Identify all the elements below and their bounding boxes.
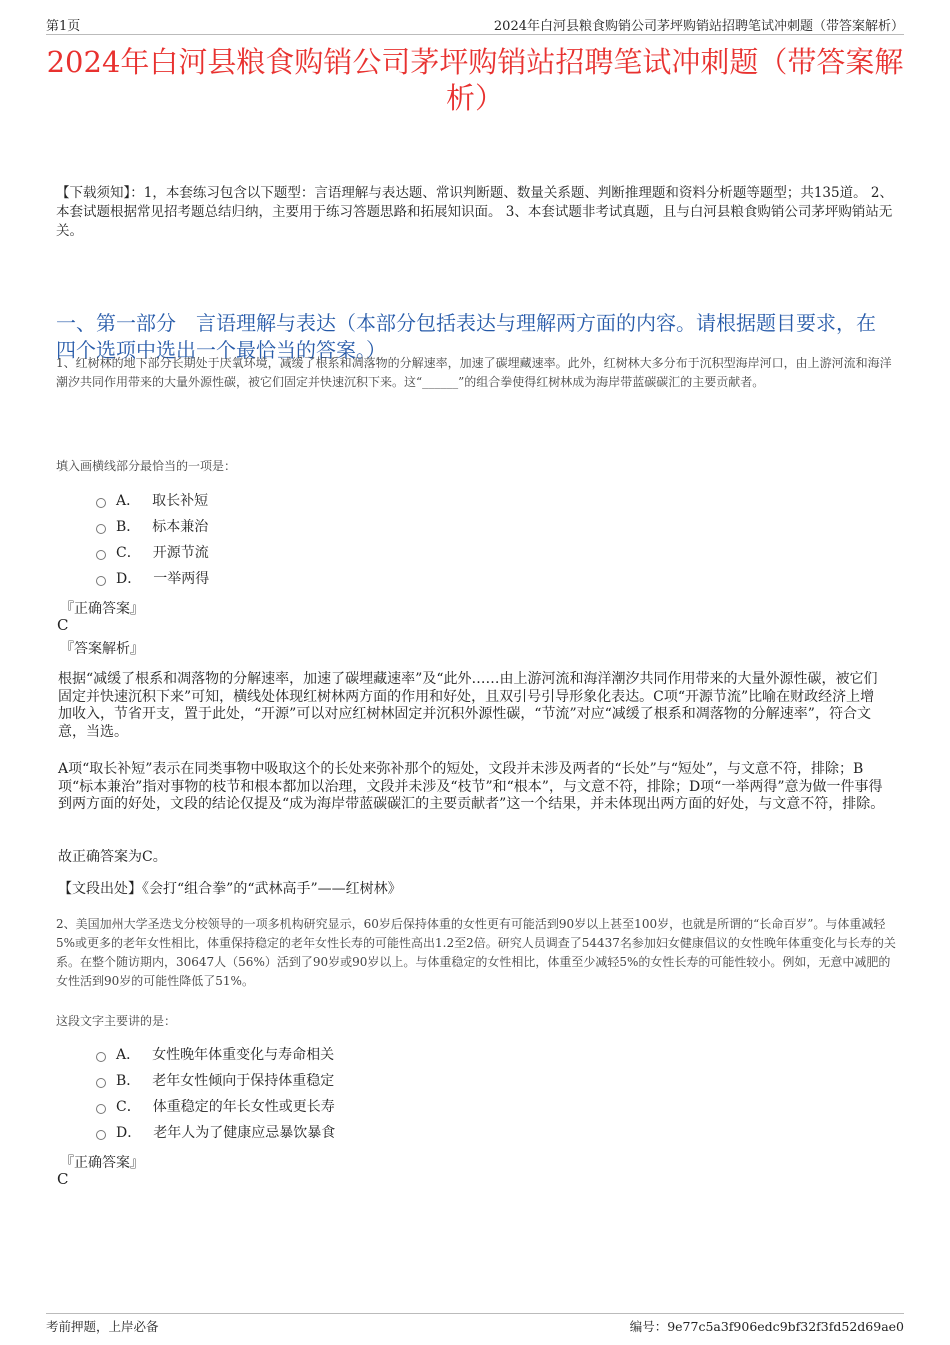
radio-icon[interactable]	[96, 550, 106, 560]
option-a[interactable]: A． 女性晚年体重变化与寿命相关	[96, 1041, 335, 1067]
section-heading: 一、第一部分 言语理解与表达（本部分包括表达与理解两方面的内容。请根据题目要求，在四个选项中选出一个最恰当的答案。）	[56, 311, 876, 362]
radio-icon[interactable]	[96, 524, 106, 534]
radio-icon[interactable]	[96, 1052, 106, 1062]
question-1-text: 1、红树林的地下部分长期处于厌氧环境，减缓了根系和凋落物的分解速率，加速了碳埋藏速率。此外，红树林大多分布于沉积型海岸河口，由上游河流和海洋潮汐共同作用带来的大量外源性碳，被它们固定并快速沉积下来。这“______”的组合拳使得红树林成为海岸带蓝碳碳汇的主要贡献者。	[56, 356, 892, 389]
option-d[interactable]: D． 老年人为了健康应忌暴饮暴食	[96, 1119, 335, 1145]
question-1-prompt: 填入画横线部分最恰当的一项是：	[56, 459, 237, 473]
answer-value: C	[57, 616, 69, 634]
download-notice: 【下载须知】：1，本套练习包含以下题型：言语理解与表达题、常识判断题、数量关系题、判断推理题和资料分析题等题型；共135道。 2、本套试题根据常见招考题总结归纳，主要用于练习答题思路和拓展知识面。 3、本套试题非考试真题，且与白河县粮食购销公司茅坪购销站无关。	[56, 185, 893, 239]
option-b[interactable]: B． 老年女性倾向于保持体重稳定	[96, 1067, 335, 1093]
radio-icon[interactable]	[96, 1104, 106, 1114]
radio-icon[interactable]	[96, 576, 106, 586]
question-2-prompt: 这段文字主要讲的是：	[56, 1014, 177, 1028]
option-d[interactable]: D． 一举两得	[96, 565, 209, 591]
page-footer	[46, 1313, 904, 1334]
radio-icon[interactable]	[96, 1078, 106, 1088]
source-note: 【文段出处】《会打“组合拳”的“武林高手”——红树林》	[58, 881, 402, 897]
answer-label: 『正确答案』	[60, 1155, 144, 1171]
radio-icon[interactable]	[96, 498, 106, 508]
analysis-paragraph: 根据“减缓了根系和凋落物的分解速率，加速了碳埋藏速率”及“此外……由上游河流和海洋潮汐共同作用带来的大量外源性碳，被它们固定并快速沉积下来”可知，横线处体现红树林两方面的作用和好处，且双引号引导形象化表达。C项“开源节流”比喻在财政经济上增加收入，节省开支，置于此处，“开源”可以对应红树林固定并沉积外源性碳，“节流”对应“减缓了根系和凋落物的分解速率”，符合文意，当选。	[58, 671, 878, 740]
answer-value: C	[57, 1170, 69, 1188]
page-header	[46, 14, 904, 35]
footer-doc-id: 编号：9e77c5a3f906edc9bf32f3fd52d69ae0	[629, 1319, 904, 1334]
option-c[interactable]: C． 体重稳定的年长女性或更长寿	[96, 1093, 335, 1119]
option-b[interactable]: B． 标本兼治	[96, 513, 209, 539]
header-doc-title: 2024年白河县粮食购销公司茅坪购销站招聘笔试冲刺题（带答案解析）	[493, 19, 904, 34]
question-2-options	[96, 1041, 335, 1145]
option-c[interactable]: C． 开源节流	[96, 539, 209, 565]
answer-label: 『正确答案』	[60, 601, 144, 617]
footer-slogan: 考前押题，上岸必备	[46, 1319, 159, 1334]
radio-icon[interactable]	[96, 1130, 106, 1140]
analysis-label: 『答案解析』	[60, 641, 144, 657]
page-number: 第1页	[46, 19, 81, 34]
question-2-text: 2、美国加州大学圣迭戈分校领导的一项多机构研究显示，60岁后保持体重的女性更有可能活到90岁以上甚至100岁，也就是所谓的“长命百岁”。与体重减轻5%或更多的老年女性相比，体重保持稳定的老年女性长寿的可能性高出1.2至2倍。研究人员调查了54437名参加妇女健康倡议的女性晚年体重变化与长寿的关系。在整个随访期内，30647人（56%）活到了90岁或90岁以上。与体重稳定的女性相比，体重至少减轻5%的女性长寿的可能性较小。例如，无意中减肥的女性活到90岁的可能性降低了51%。	[56, 917, 896, 988]
document-title: 2024年白河县粮食购销公司茅坪购销站招聘笔试冲刺题（带答案解析）	[46, 45, 904, 115]
analysis-paragraph: A项“取长补短”表示在同类事物中吸取这个的长处来弥补那个的短处，文段并未涉及两者的“长处”与“短处”，与文意不符，排除；B项“标本兼治”指对事物的枝节和根本都加以治理，文段并未涉及“枝节”和“根本”，与文意不符，排除；D项“一举两得”意为做一件事得到两方面的好处，文段的结论仅提及“成为海岸带蓝碳碳汇的主要贡献者”这一个结果，并未体现出两方面的好处，与文意不符，排除。	[58, 761, 885, 812]
option-a[interactable]: A． 取长补短	[96, 487, 209, 513]
analysis-conclusion: 故正确答案为C。	[58, 849, 167, 865]
question-1-options	[96, 487, 209, 591]
